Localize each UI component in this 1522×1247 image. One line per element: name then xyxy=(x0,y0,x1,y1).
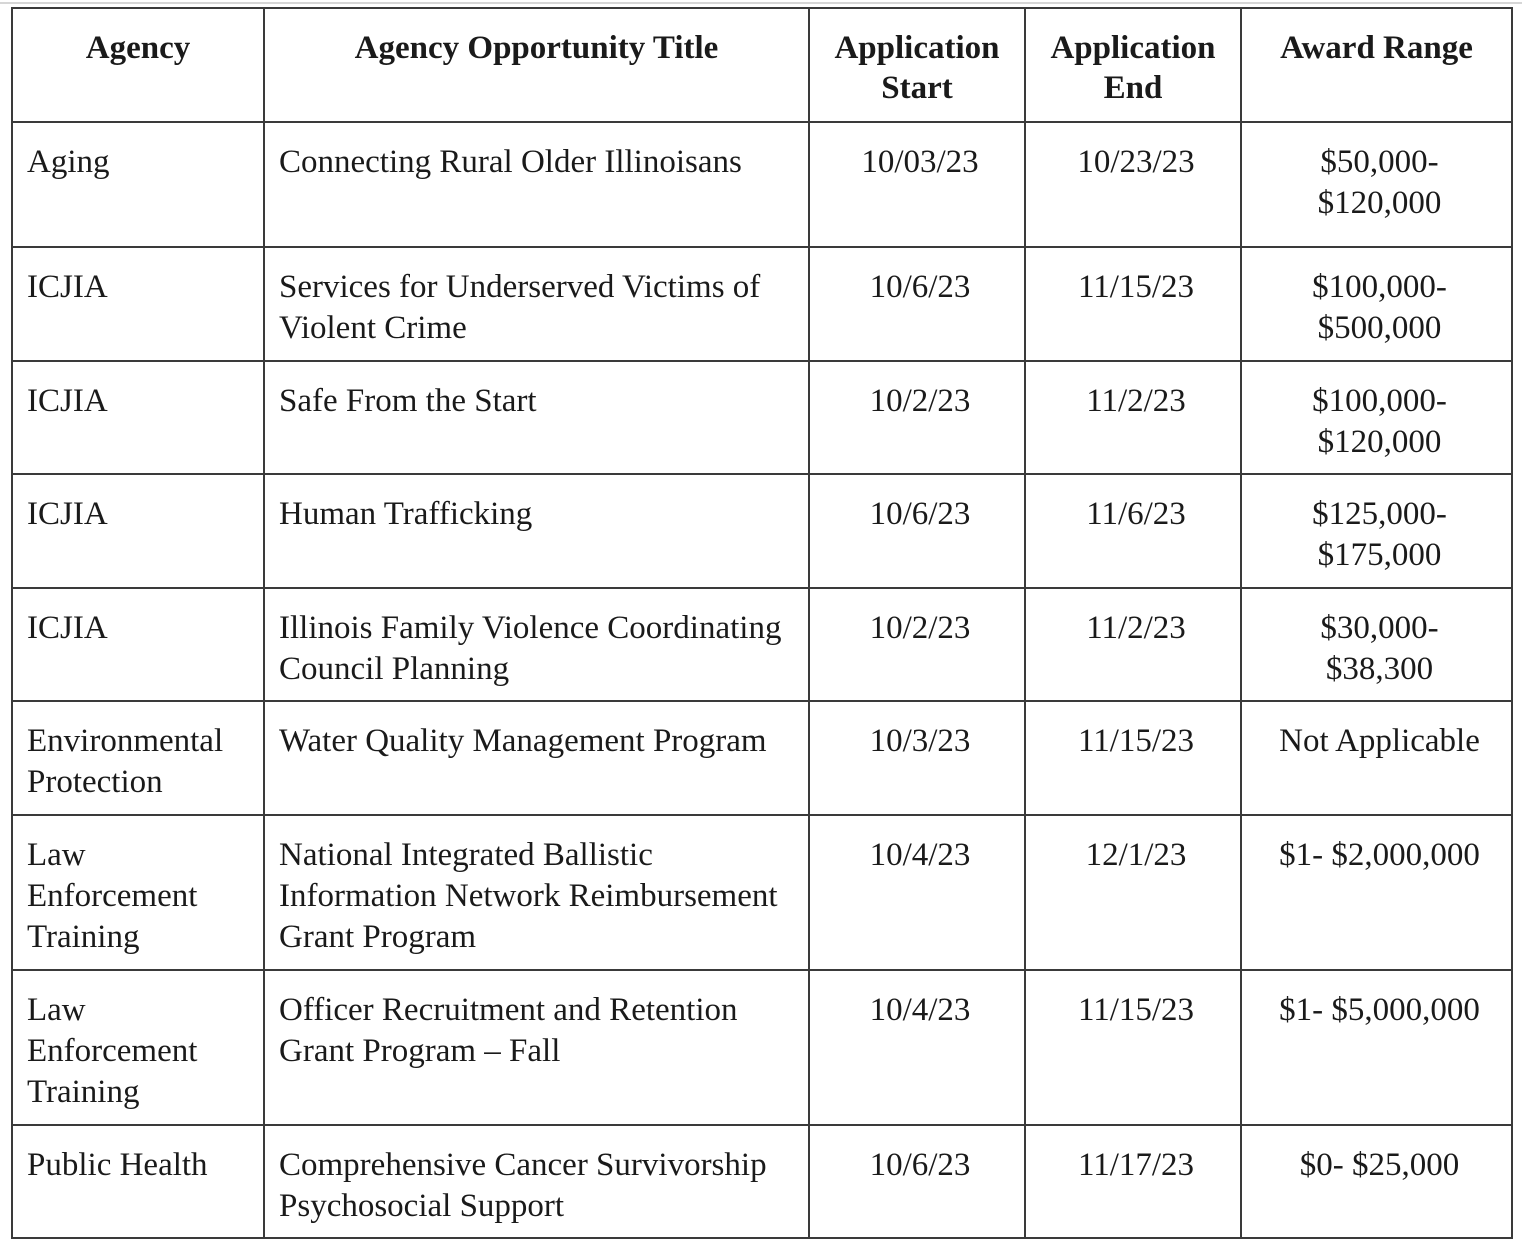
table-row xyxy=(12,1125,1512,1238)
table-row xyxy=(12,701,1512,815)
header-application-start: Application Start xyxy=(809,8,1025,122)
cell-title: Services for Underserved Victims of Violent Crime xyxy=(264,247,809,361)
cell-award: Not Applicable xyxy=(1241,701,1512,815)
cell-start: 10/6/23 xyxy=(809,474,1025,588)
cell-award: $100,000- $500,000 xyxy=(1241,247,1512,361)
cell-title: National Integrated Ballistic Information Network Reimbursement Grant Program xyxy=(264,815,809,970)
cell-agency: ICJIA xyxy=(12,247,264,361)
table-row xyxy=(12,361,1512,474)
cell-end: 11/2/23 xyxy=(1025,361,1241,474)
cell-start: 10/4/23 xyxy=(809,815,1025,970)
cell-award: $125,000- $175,000 xyxy=(1241,474,1512,588)
cell-end: 11/15/23 xyxy=(1025,247,1241,361)
cell-title: Safe From the Start xyxy=(264,361,809,474)
cell-end: 12/1/23 xyxy=(1025,815,1241,970)
grant-opportunities-table xyxy=(11,7,1513,1239)
page-top-edge xyxy=(0,2,1522,4)
table-row xyxy=(12,815,1512,970)
table-row xyxy=(12,970,1512,1125)
cell-title: Connecting Rural Older Illinoisans xyxy=(264,122,809,247)
cell-agency: Law Enforcement Training xyxy=(12,970,264,1125)
table-row xyxy=(12,588,1512,701)
cell-end: 11/6/23 xyxy=(1025,474,1241,588)
cell-start: 10/2/23 xyxy=(809,588,1025,701)
cell-agency: Aging xyxy=(12,122,264,247)
table-row xyxy=(12,247,1512,361)
cell-title: Comprehensive Cancer Survivorship Psychosocial Support xyxy=(264,1125,809,1238)
cell-start: 10/2/23 xyxy=(809,361,1025,474)
table-row xyxy=(12,122,1512,247)
cell-award: $50,000- $120,000 xyxy=(1241,122,1512,247)
cell-end: 11/2/23 xyxy=(1025,588,1241,701)
cell-agency: ICJIA xyxy=(12,474,264,588)
cell-award: $100,000- $120,000 xyxy=(1241,361,1512,474)
cell-start: 10/6/23 xyxy=(809,247,1025,361)
cell-agency: Law Enforcement Training xyxy=(12,815,264,970)
cell-start: 10/03/23 xyxy=(809,122,1025,247)
cell-title: Illinois Family Violence Coordinating Council Planning xyxy=(264,588,809,701)
cell-award: $1- $2,000,000 xyxy=(1241,815,1512,970)
cell-start: 10/6/23 xyxy=(809,1125,1025,1238)
cell-title: Officer Recruitment and Retention Grant Program – Fall xyxy=(264,970,809,1125)
cell-end: 11/15/23 xyxy=(1025,701,1241,815)
table-row xyxy=(12,474,1512,588)
header-agency: Agency xyxy=(12,8,264,122)
cell-start: 10/4/23 xyxy=(809,970,1025,1125)
cell-award: $1- $5,000,000 xyxy=(1241,970,1512,1125)
table-header-row xyxy=(12,8,1512,122)
cell-award: $0- $25,000 xyxy=(1241,1125,1512,1238)
cell-agency: ICJIA xyxy=(12,361,264,474)
cell-start: 10/3/23 xyxy=(809,701,1025,815)
header-award-range: Award Range xyxy=(1241,8,1512,122)
cell-award: $30,000- $38,300 xyxy=(1241,588,1512,701)
cell-end: 11/17/23 xyxy=(1025,1125,1241,1238)
cell-agency: Environmental Protection xyxy=(12,701,264,815)
header-opportunity-title: Agency Opportunity Title xyxy=(264,8,809,122)
cell-end: 10/23/23 xyxy=(1025,122,1241,247)
cell-end: 11/15/23 xyxy=(1025,970,1241,1125)
cell-title: Water Quality Management Program xyxy=(264,701,809,815)
header-application-end: Application End xyxy=(1025,8,1241,122)
cell-title: Human Trafficking xyxy=(264,474,809,588)
cell-agency: Public Health xyxy=(12,1125,264,1238)
cell-agency: ICJIA xyxy=(12,588,264,701)
